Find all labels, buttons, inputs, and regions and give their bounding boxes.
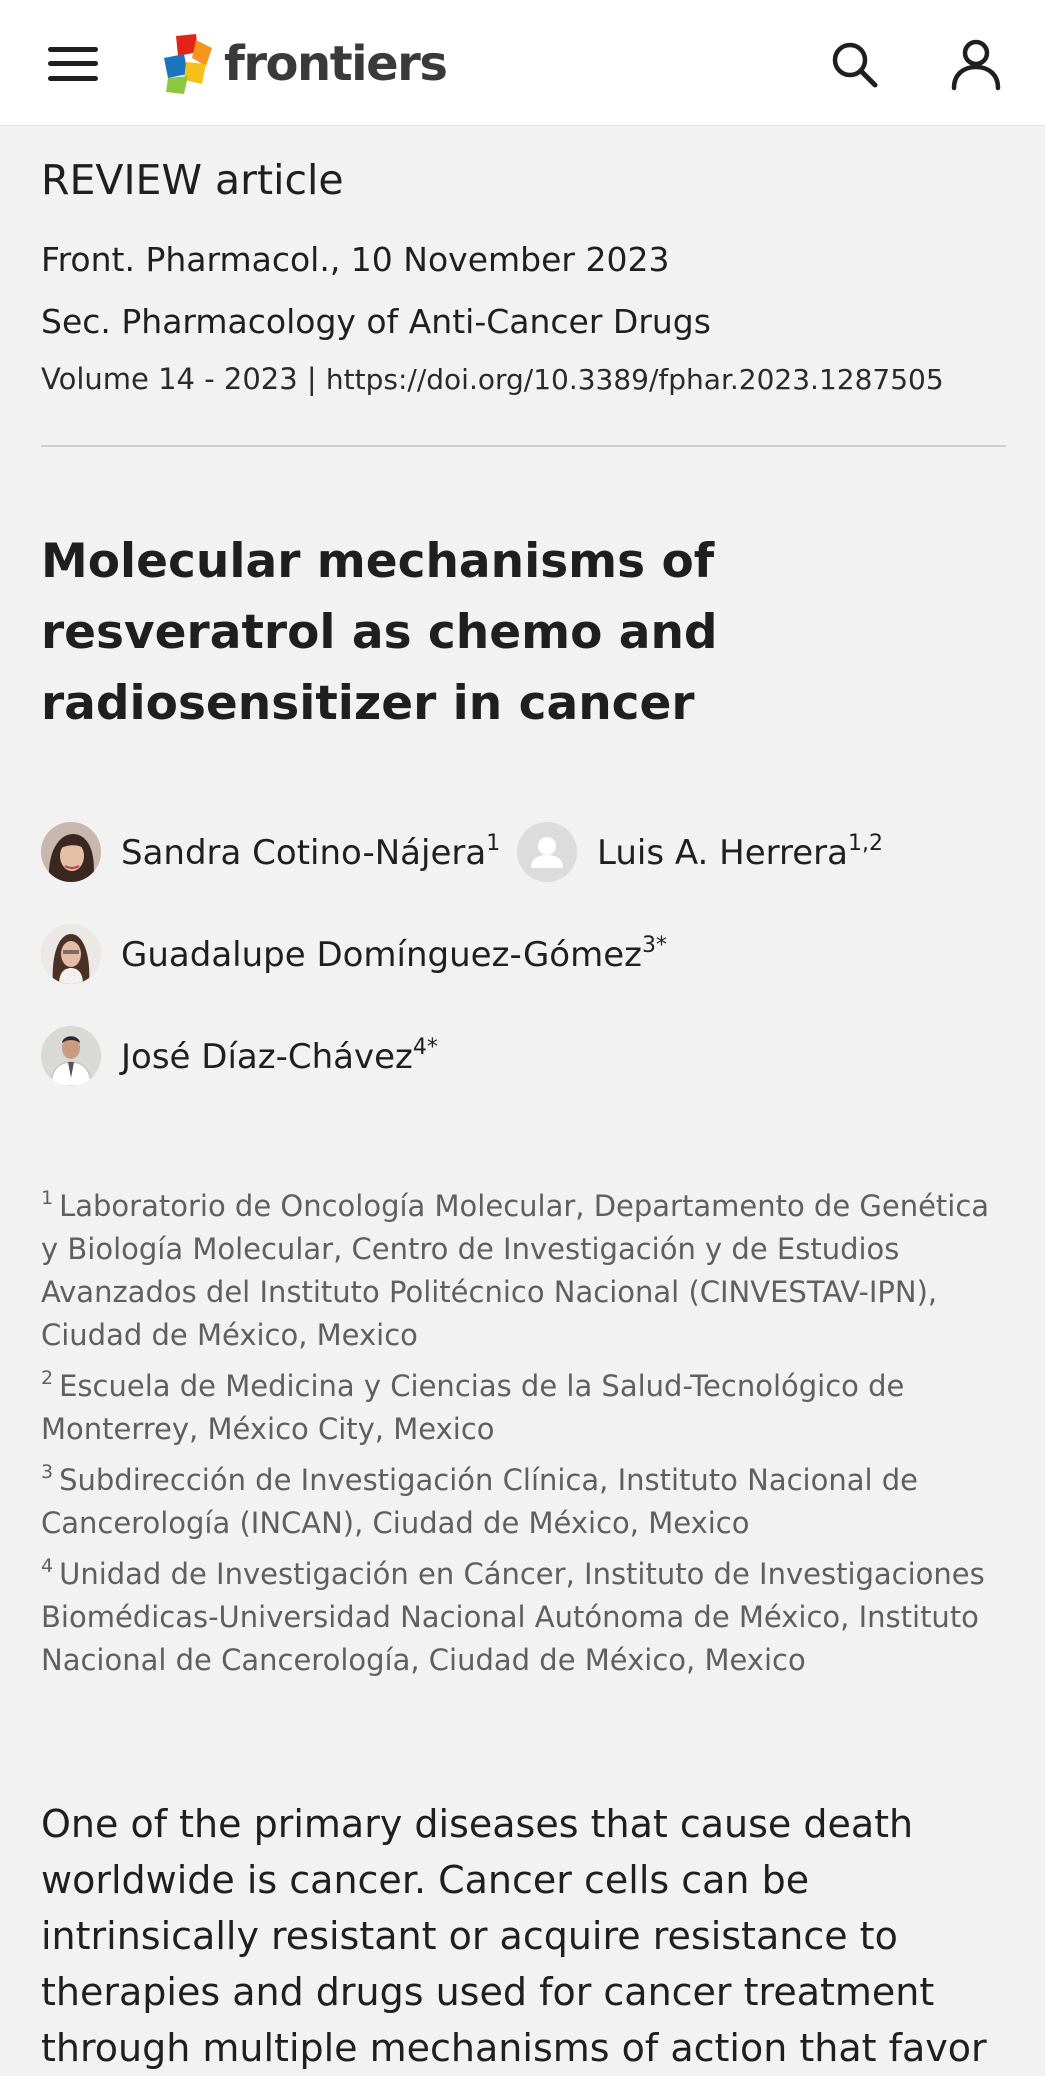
author-luis-a-herrera[interactable] (517, 822, 883, 882)
author-jose-diaz-chavez[interactable] (41, 1026, 438, 1086)
journal-date: Front. Pharmacol., 10 November 2023 (41, 240, 670, 279)
affiliation-item: $^1$ Laboratorio de Oncología Molecular, Departamento de Genética y Biología Molecular, Centro de Investigación y de Estudios Avanzados del Instituto Politécnico Nacional (CINVESTAV-IPN), Ciudad de México, Mexico (41, 1187, 990, 1352)
divider (41, 445, 1006, 447)
top-navigation-bar (0, 0, 1045, 126)
affiliation-item: $^4$ Unidad de Investigación en Cáncer, Instituto de Investigaciones Biomédicas-Universidad Nacional Autónoma de México, Instituto Nacional de Cancerología, Ciudad de México, Mexico (41, 1555, 985, 1677)
avatar (41, 1026, 101, 1086)
author-name: Guadalupe Domínguez-Gómez$^{3*}$ (121, 933, 667, 975)
article-title: Molecular mechanisms of resveratrol as chemo and radiosensitizer in cancer (41, 534, 718, 731)
author-name: José Díaz-Chávez$^{4*}$ (121, 1035, 438, 1077)
volume-label: Volume 14 - 2023 | (41, 362, 326, 396)
abstract-text: One of the primary diseases that cause death worldwide is cancer. Cancer cells can be intrinsically resistant or acquire resistance to therapies and drugs used for cancer treatment through multiple mechanisms of action that favor (41, 1802, 987, 2070)
avatar (41, 822, 101, 882)
author-guadalupe-dominguez-gomez[interactable] (41, 924, 667, 984)
logo-text: frontiers (224, 36, 447, 92)
menu-icon[interactable] (48, 47, 98, 81)
journal-section[interactable]: Sec. Pharmacology of Anti-Cancer Drugs (41, 302, 711, 341)
author-sandra-cotino-najera[interactable] (41, 822, 500, 882)
affiliation-item: $^2$ Escuela de Medicina y Ciencias de la Salud-Tecnológico de Monterrey, México City, Mexico (41, 1367, 905, 1446)
avatar (41, 924, 101, 984)
affiliations-list (41, 1177, 1006, 1682)
account-icon[interactable] (948, 36, 1004, 92)
article-type: REVIEW article (41, 156, 344, 204)
doi-link[interactable]: https://doi.org/10.3389/fphar.2023.1287505 (325, 363, 944, 396)
volume-doi-line (41, 362, 944, 396)
default-avatar-icon (517, 822, 577, 882)
author-name: Sandra Cotino-Nájera$^1$ (121, 831, 501, 873)
frontiers-logo[interactable] (162, 32, 446, 96)
affiliation-item: $^3$ Subdirección de Investigación Clínica, Instituto Nacional de Cancerología (INCAN), Ciudad de México, Mexico (41, 1461, 919, 1540)
author-name: Luis A. Herrera$^{1,2}$ (597, 831, 883, 873)
search-icon[interactable] (828, 38, 882, 92)
frontiers-logo-mark-icon (162, 34, 214, 94)
